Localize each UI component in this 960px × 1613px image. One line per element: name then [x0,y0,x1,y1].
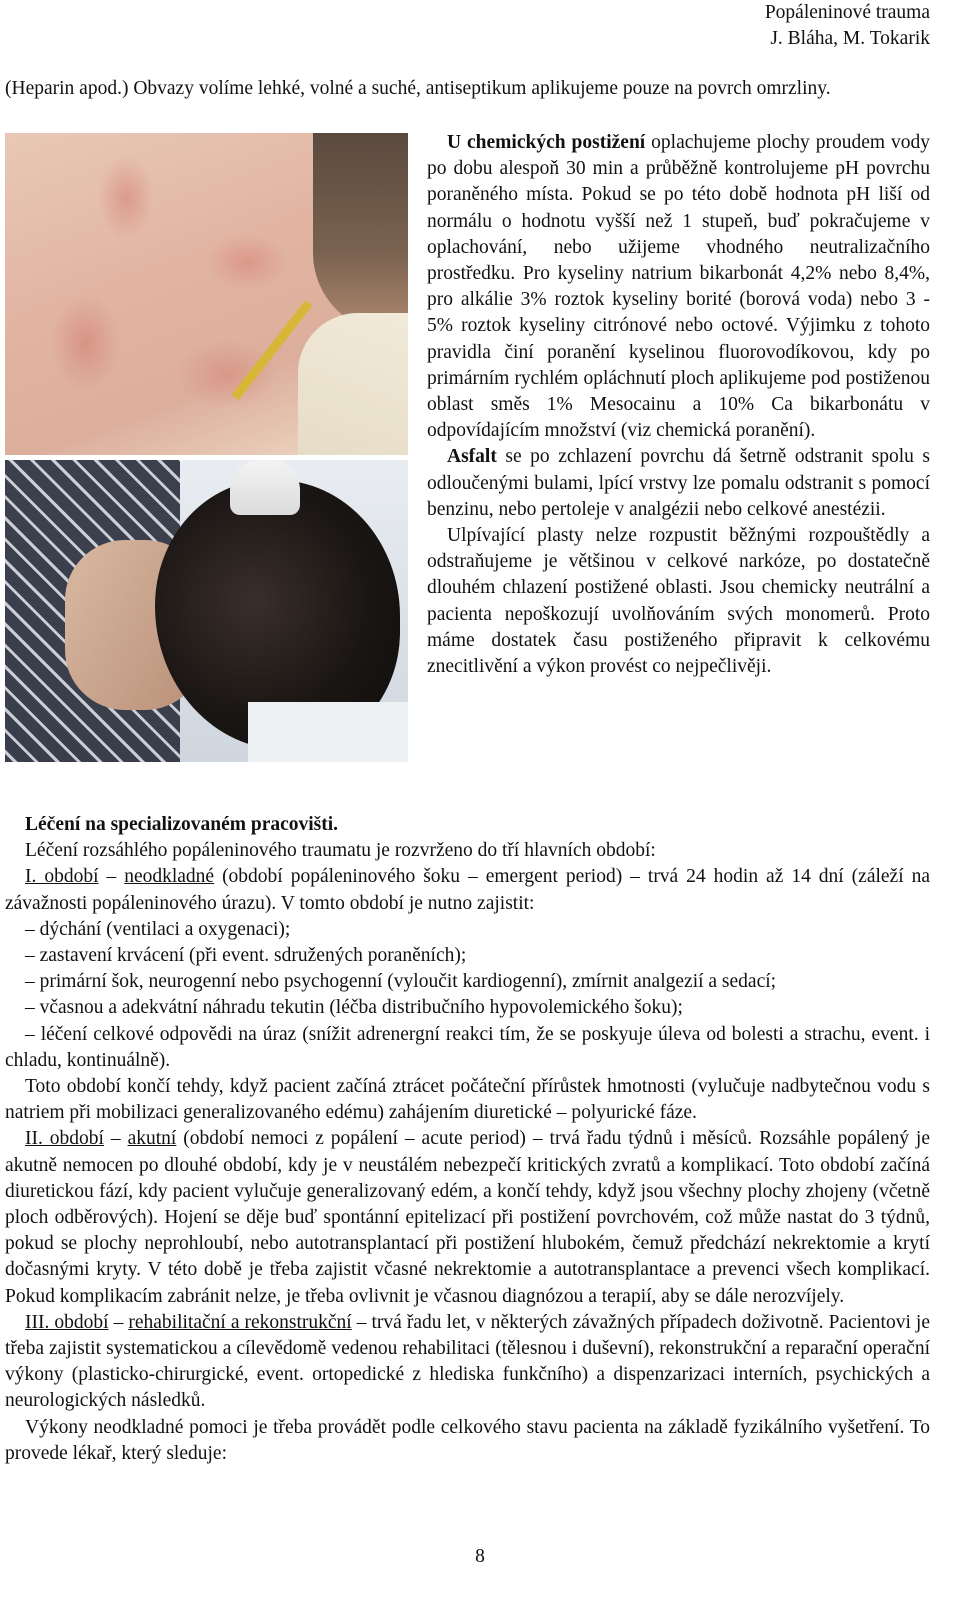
closing-paragraph: Výkony neodkladné pomoci je třeba provádět podle celkového stavu pacienta na základě fyzikálního vyšetření. To provede lékař, který sleduje: [5,1416,930,1464]
period-3-label: III. období [25,1311,109,1333]
photo-asphalt-burn-head [5,460,408,762]
header-title: Popáleninové trauma [764,2,930,23]
list-item: – včasnou a adekvátní náhradu tekutin (léčba distribučního hypovolemického šoku); [25,997,683,1019]
period-1-paragraph: I. období – neodkladné (období popáleninového šoku – emergent period) – trvá 24 hodin až 14 dní (záleží na závažnosti popáleninového úrazu). V tomto období je nutno zajistit: [5,866,930,914]
period-2-label: II. období [25,1128,104,1150]
period-1-end-paragraph: Toto období končí tehdy, když pacient začíná ztrácet počáteční přírůstek hmotnosti (vylučuje nadbytečnou vodu s natriem při mobilizaci generalizovaného edému) zahájením diuretické – polyurické fáze. [5,1076,930,1124]
list-item: – primární šok, neurogenní nebo psychogenní (vyloučit kardiogenní), zmírnit analgezií a sedací; [25,971,777,993]
list-item: – zastavení krvácení (při event. sdružených poraněních); [25,945,467,967]
intro-paragraph: (Heparin apod.) Obvazy volíme lehké, volné a suché, antiseptikum aplikujeme pouze na povrch omrzliny. [5,78,831,99]
running-header [765,0,930,52]
chemical-injury-paragraph: U chemických postižení oplachujeme plochy proudem vody po dobu alespoň 30 min a průběžně kontrolujeme pH povrchu poraněného místa. Pokud se po této době hodnota pH liší od normálu o hodnotu vyšší než 1 stupeň, buď pokračujeme v oplachování, nebo užijeme vhodného neutralizačního prostředku. Pro kyseliny natrium bikarbonát 4,2% nebo 8,4%, pro alkálie 3% roztok kyseliny borité (borová voda) nebo 3 - 5% roztok kyseliny citrónové nebo octové. Výjimku z tohoto pravidla činí poranění kyselinou fluorovodíkovou, kdy po primárním rychlém opláchnutí ploch aplikujeme pod postiženou oblast směs 1% Mesocainu a 10% Ca bikarbonátu v odpovídajícím množství (viz chemická poranění). [427,132,930,442]
asphalt-paragraph: Asfalt se po zchlazení povrchu dá šetrně odstranit spolu s odloučenými bulami, lpící vrstvy lze pomalu odstranit s pomocí benzinu, nebo pertoleje v analgézii nebo celkové anestézii. [427,446,930,520]
period-3-name: rehabilitační a rekonstrukční [128,1311,352,1333]
period-3-paragraph: III. období – rehabilitační a rekonstrukční – trvá řadu let, v některých závažných případech doživotně. Pacientovi je třeba zajistit systematickou a cílevědomě vedenou rehabilitaci (tělesnou i duševní), rekonstrukční a reparační operační výkony (plasticko-chirurgické, event. ortopedické z hlediska funkčního) a dispenzarizaci interních, psychických a neurologických následků. [5,1311,930,1412]
chemical-injury-term: U chemických postižení [447,132,646,153]
period-1-label: I. období [25,866,99,888]
section-heading: Léčení na specializovaném pracovišti. [25,814,339,835]
page-number: 8 [475,1546,485,1567]
period-1-name: neodkladné [124,866,215,888]
period-2-paragraph: II. období – akutní (období nemoci z popálení – acute period) – trvá řadu týdnů i měsíců. Rozsáhle popálený je akutně nemocen po dlouhé období, kdy je v neustálém nebezpečí kritických zvratů a komplikací. Toto období začíná diuretickou fází, kdy pacient vylučuje generalizovaný edém, a končí tehdy, když jsou všechny plochy zhojeny (včetně ploch odběrových). Hojení se děje buď spontánní epitelizací při postižení povrchovém, což může nastat do 3 týdnů, pokud se plochy neprohloubí, nebo autotransplantací při postižení hlubokém, čemuž předchází nekrektomie a krytí dočasnými kryty. V této době je třeba zajistit včasné nekrektomie a autotransplantace a prevenci všech komplikací. Pokud komplikacím zabránit nelze, je třeba ovlivnit je včasnou diagnózou a terapií, aby se dále nerozvíjely. [5,1128,931,1307]
list-item: – dýchání (ventilaci a oxygenaci); [25,918,291,940]
section-intro: Léčení rozsáhlého popáleninového traumatu je rozvrženo do tří hlavních období: [25,840,656,862]
treatment-section [5,812,930,1467]
period-2-name: akutní [127,1128,177,1150]
photo-chemical-burn-skin [5,133,408,455]
list-item: – léčení celkové odpovědi na úraz (snížit adrenergní reakci tím, že se poskyuje úleva od bolesti a strachu, event. i chladu, kontinuálně). [5,1023,930,1071]
plastics-paragraph: Ulpívající plasty nelze rozpustit běžnými rozpouštědly a odstraňujeme je většinou v celkové narkóze, po dostatečně dlouhém chlazení postižené oblasti. Jsou chemicky neutrální a pacienta nepoškozují uvolňováním svých monomerů. Proto máme dostatek času postiženého připravit k celkovému znecitlivění a výkon provést co nejpečlivěji. [427,525,930,678]
asphalt-term: Asfalt [447,446,497,468]
right-column-text [427,130,930,680]
header-authors: J. Bláha, M. Tokarik [770,28,930,50]
